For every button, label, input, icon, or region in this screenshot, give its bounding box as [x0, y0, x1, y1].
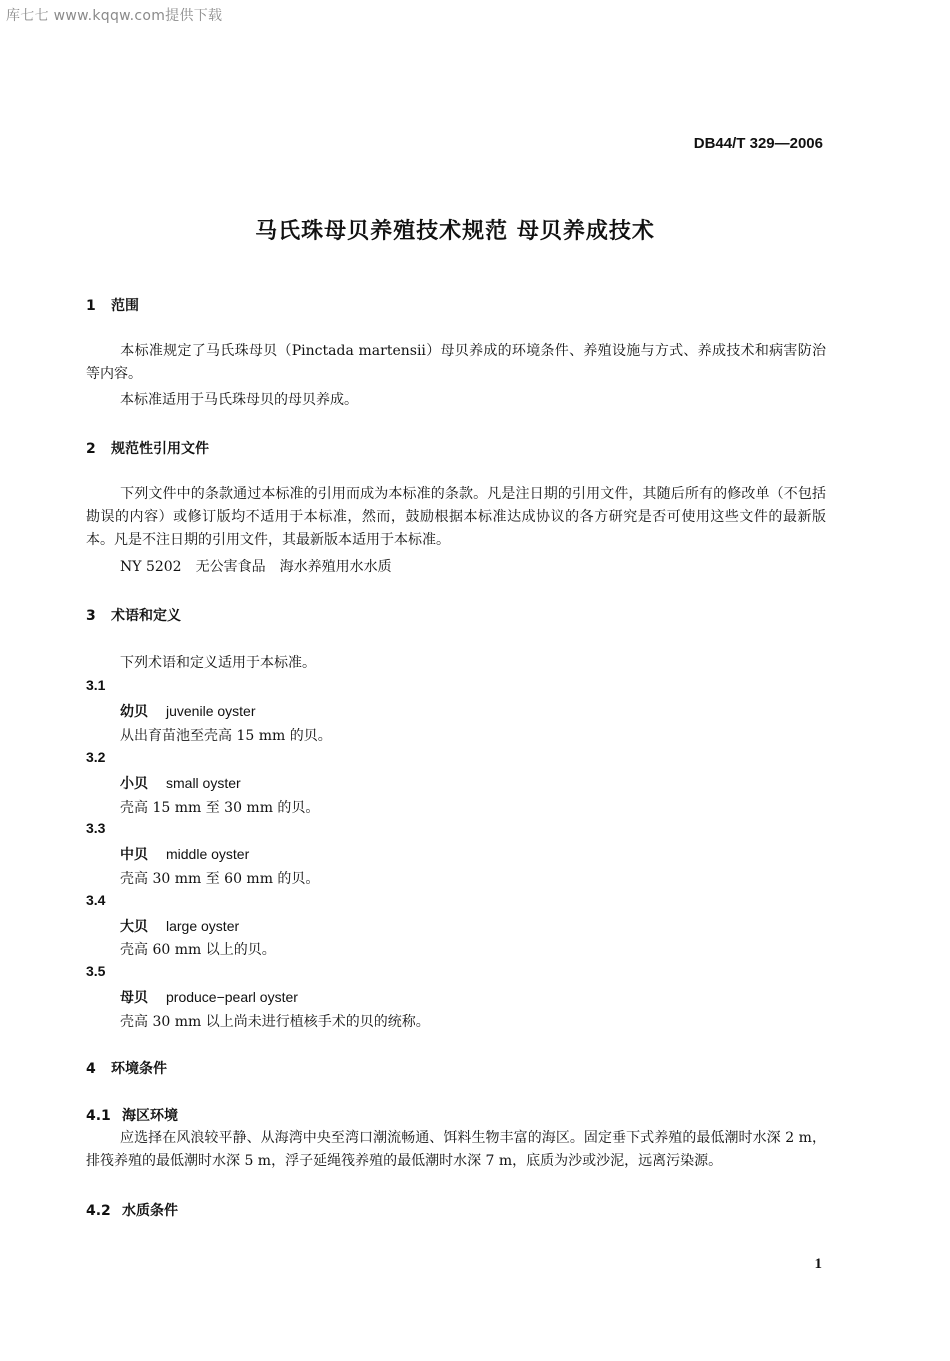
page-number: 1 — [814, 1256, 822, 1272]
term-definition: 壳高 60 mm 以上的贝。 — [120, 942, 276, 958]
section-2-paragraph-1 — [86, 483, 826, 552]
term-zh: 中贝 — [120, 847, 148, 863]
standard-code: DB44/T 329—2006 — [693, 135, 823, 152]
term-number: 3.4 — [86, 892, 106, 908]
term-zh: 幼贝 — [120, 704, 148, 720]
term-number: 3.1 — [86, 677, 106, 693]
section-number: 3 — [86, 608, 96, 624]
section-1-paragraph-2: 本标准适用于马氏珠母贝的母贝养成。 — [120, 392, 358, 408]
term-definition: 从出育苗池至壳高 15 mm 的贝。 — [120, 728, 332, 744]
term-en: juvenile oyster — [166, 703, 256, 719]
subsection-number: 4.2 — [86, 1203, 111, 1219]
normative-reference: NY 5202 无公害食品 海水养殖用水水质 — [120, 559, 392, 575]
term-zh: 母贝 — [120, 990, 148, 1006]
section-1-heading — [86, 295, 139, 315]
paragraph-text: 下列文件中的条款通过本标准的引用而成为本标准的条款。凡是注日期的引用文件，其随后所有的修改单（不包括勘误的内容）或修订版均不适用于本标准，然而，鼓励根据本标准达成协议的各方研究是否可使用这些文件的最新版本。凡是不注日期的引用文件，其最新版本适用于本标准。 — [86, 486, 826, 548]
term-zh: 小贝 — [120, 776, 148, 792]
subsection-title: 海区环境 — [122, 1108, 178, 1124]
term-name — [120, 701, 256, 721]
section-number: 1 — [86, 298, 96, 314]
term-zh: 大贝 — [120, 919, 148, 935]
section-4-heading — [86, 1058, 167, 1078]
paragraph-text: 本标准规定了马氏珠母贝（Pinctada martensii）母贝养成的环境条件、养殖设施与方式、养成技术和病害防治等内容。 — [86, 343, 826, 382]
section-title: 术语和定义 — [111, 608, 181, 624]
subsection-4-1-heading — [86, 1105, 178, 1125]
section-3-heading — [86, 605, 181, 625]
subsection-4-2-heading — [86, 1200, 178, 1220]
subsection-number: 4.1 — [86, 1108, 111, 1124]
term-definition: 壳高 15 mm 至 30 mm 的贝。 — [120, 800, 320, 816]
subsection-title: 水质条件 — [122, 1203, 178, 1219]
term-number: 3.2 — [86, 749, 106, 765]
section-1-paragraph-1 — [86, 340, 826, 386]
term-definition: 壳高 30 mm 至 60 mm 的贝。 — [120, 871, 320, 887]
paragraph-text: 应选择在风浪较平静、从海湾中央至湾口潮流畅通、饵料生物丰富的海区。固定垂下式养殖的最低潮时水深 2 m，排筏养殖的最低潮时水深 5 m，浮子延绳筏养殖的最低潮时水深 7 m，底质为沙或沙泥，远离污染源。 — [86, 1130, 826, 1169]
section-title: 环境条件 — [111, 1061, 167, 1077]
section-number: 2 — [86, 441, 96, 457]
section-title: 规范性引用文件 — [111, 441, 209, 457]
section-number: 4 — [86, 1061, 96, 1077]
page-title: 马氏珠母贝养殖技术规范 母贝养成技术 — [255, 219, 655, 244]
watermark: 库七七 www.kqqw.com提供下载 — [6, 8, 223, 24]
section-3-intro: 下列术语和定义适用于本标准。 — [120, 655, 316, 671]
term-en: large oyster — [166, 918, 240, 934]
term-en: produce−pearl oyster — [166, 989, 298, 1005]
section-title: 范围 — [111, 298, 139, 314]
term-number: 3.5 — [86, 963, 106, 979]
subsection-4-1-paragraph — [86, 1127, 826, 1173]
term-en: small oyster — [166, 775, 241, 791]
term-name — [120, 916, 239, 936]
term-number: 3.3 — [86, 820, 106, 836]
section-2-heading — [86, 438, 209, 458]
term-name — [120, 987, 298, 1007]
term-en: middle oyster — [166, 846, 250, 862]
term-definition: 壳高 30 mm 以上尚未进行植核手术的贝的统称。 — [120, 1014, 430, 1030]
term-name — [120, 844, 249, 864]
term-name — [120, 773, 241, 793]
